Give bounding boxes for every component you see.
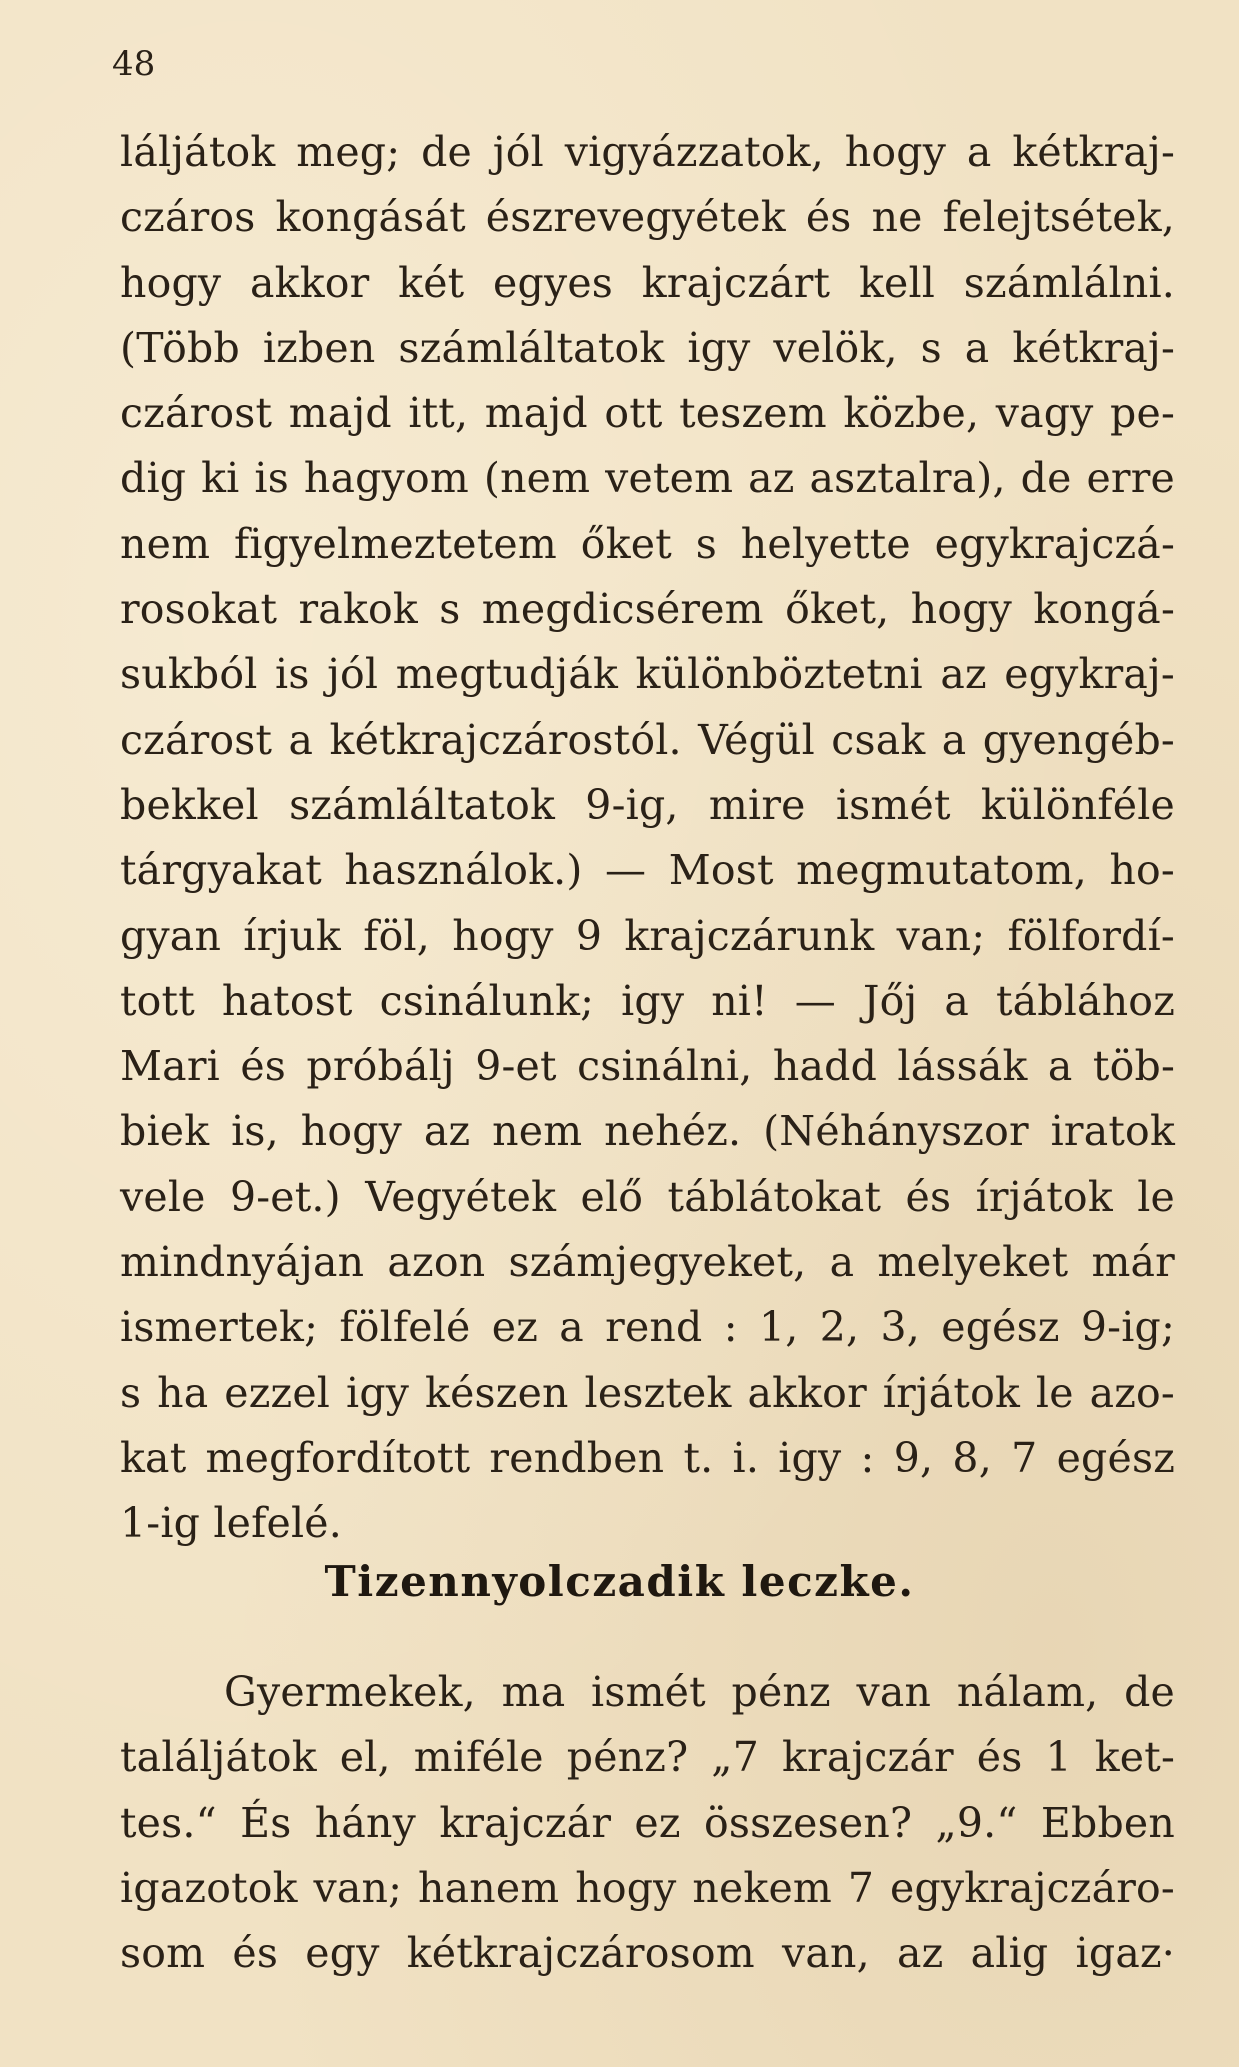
text-line: kat megfordított rendben t. i. igy : 9, 8, 7 egész [120, 1433, 1175, 1482]
text-line: czárost majd itt, majd ott teszem közbe, vagy pe- [120, 389, 1175, 438]
text-line: találjátok el, miféle pénz? „7 krajczár és 1 ket- [120, 1733, 1175, 1782]
paragraph-lesson [120, 1660, 1175, 1986]
text-line: vele 9-et.) Vegyétek elő táblátokat és írjátok le [120, 1172, 1175, 1221]
text-line: ismertek; fölfelé ez a rend : 1, 2, 3, egész 9-ig; [120, 1303, 1175, 1352]
text-line: hogy akkor két egyes krajczárt kell számlálni. [120, 258, 1175, 307]
paragraph-main [120, 120, 1175, 1557]
text-line: mindnyájan azon számjegyeket, a melyeket már [120, 1238, 1175, 1287]
text-line: s ha ezzel igy készen lesztek akkor írjátok le azo- [120, 1368, 1175, 1417]
text-line: tes.“ És hány krajczár ez összesen? „9.“ Ebben [120, 1798, 1175, 1847]
text-line: som és egy kétkrajczárosom van, az alig igaz· [120, 1929, 1175, 1978]
text-line: dig ki is hagyom (nem vetem az asztalra), de erre [120, 454, 1175, 503]
page-number: 48 [112, 44, 156, 84]
text-line: tott hatost csinálunk; igy ni! — Jőj a táblához [120, 976, 1175, 1025]
text-line: nem figyelmeztetem őket s helyette egykrajczá- [120, 519, 1175, 568]
text-line: tárgyakat használok.) — Most megmutatom, ho- [120, 846, 1175, 895]
text-line: (Több izben számláltatok igy velök, s a kétkraj- [120, 323, 1175, 372]
text-line: láljátok meg; de jól vigyázzatok, hogy a kétkraj- [120, 128, 1175, 176]
text-line: czáros kongását észrevegyétek és ne felejtsétek, [120, 193, 1175, 242]
text-line: rosokat rakok s megdicsérem őket, hogy kongá- [120, 585, 1175, 634]
text-line: sukból is jól megtudják különböztetni az egykraj- [120, 650, 1175, 699]
text-line: bekkel számláltatok 9-ig, mire ismét különféle [120, 780, 1175, 829]
text-line: gyan írjuk föl, hogy 9 krajczárunk van; fölfordí- [120, 911, 1175, 960]
text-line: biek is, hogy az nem nehéz. (Néhányszor iratok [120, 1107, 1175, 1156]
text-line: Gyermekek, ma ismét pénz van nálam, de [224, 1668, 1175, 1716]
lesson-heading: Tizennyolczadik leczke. [324, 1557, 915, 1606]
text-line: czárost a kétkrajczárostól. Végül csak a gyengéb- [120, 715, 1175, 764]
text-line: Mari és próbálj 9-et csinálni, hadd lássák a töb- [120, 1042, 1175, 1091]
text-line: igazotok van; hanem hogy nekem 7 egykrajczáro- [120, 1863, 1175, 1912]
text-line: 1-ig lefelé. [120, 1499, 342, 1548]
